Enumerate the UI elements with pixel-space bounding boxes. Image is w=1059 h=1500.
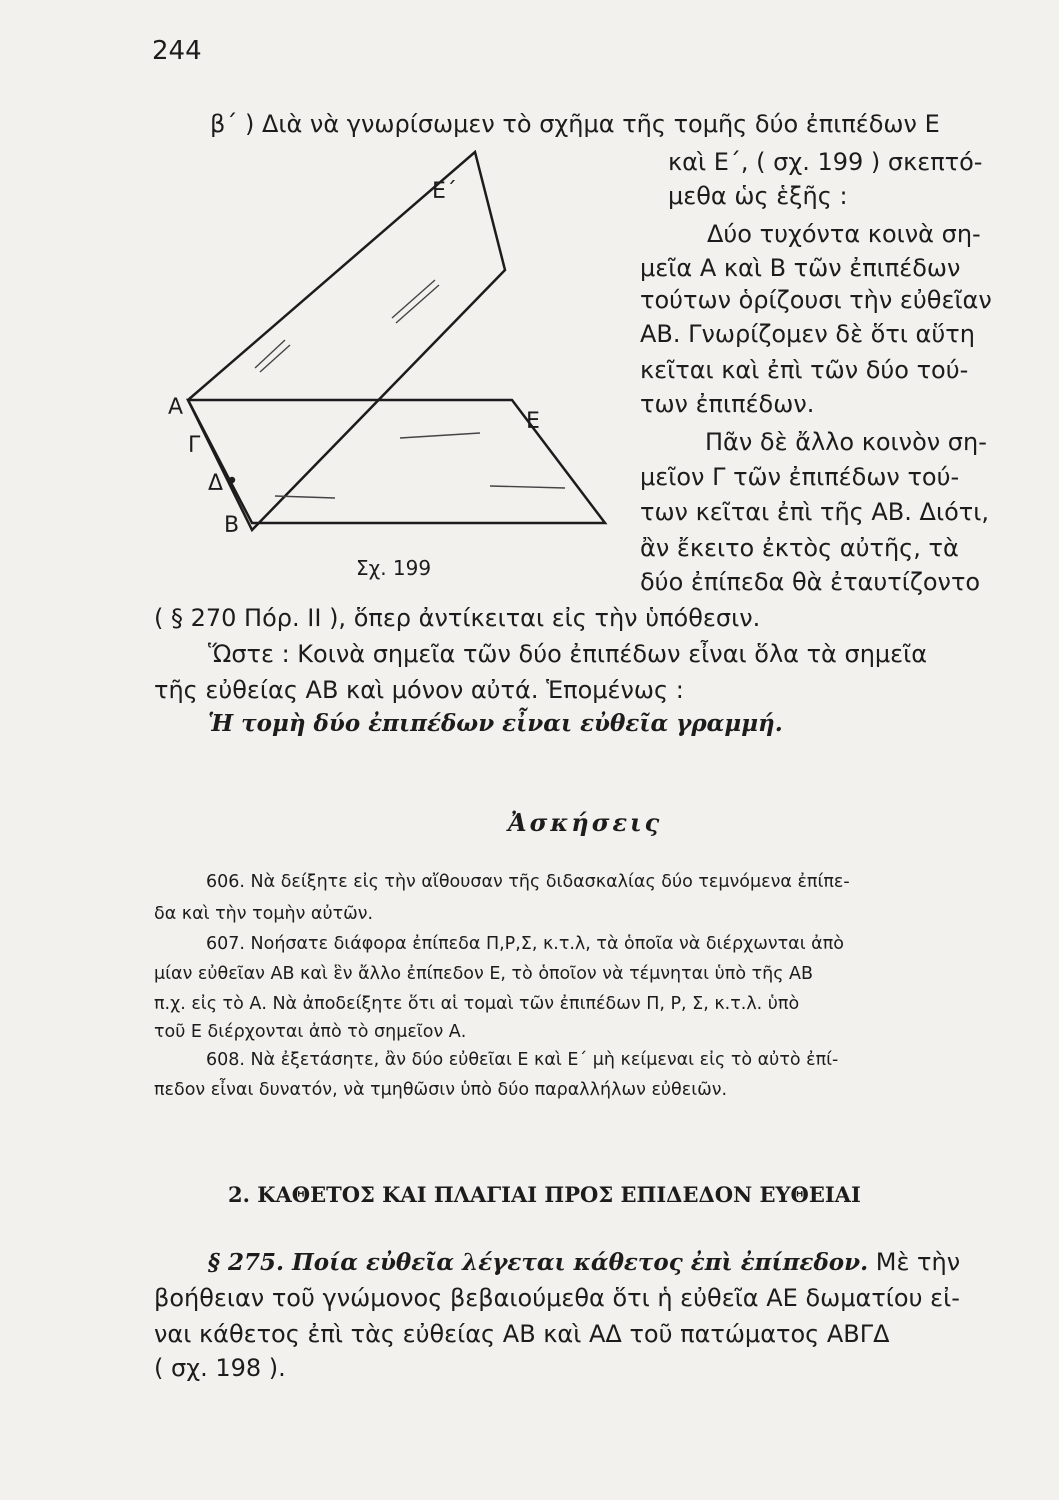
text-line: μεῖον Γ τῶν ἐπιπέδων τού- [640, 463, 960, 491]
text-line: καὶ Ε΄, ( σχ. 199 ) σκεπτό- [668, 148, 983, 176]
label-b: Β [224, 513, 240, 538]
plane-e [188, 400, 605, 523]
text-line: κεῖται καὶ ἐπὶ τῶν δύο τού- [640, 356, 969, 384]
label-g: Γ [188, 433, 201, 458]
text-line: των κεῖται ἐπὶ τῆς ΑΒ. Διότι, [640, 498, 989, 526]
exercise-line: 606. Νὰ δείξητε εἰς τὴν αἴθουσαν τῆς διδασκαλίας δύο τεμνόμενα ἐπίπε- [206, 872, 850, 892]
text-line: Πᾶν δὲ ἄλλο κοινὸν ση- [705, 428, 987, 456]
text-line: ( σχ. 198 ). [154, 1354, 286, 1382]
section-heading: 2. ΚΑΘΕΤΟΣ ΚΑΙ ΠΛΑΓΙΑΙ ΠΡΟΣ ΕΠΙΔΕΔΟΝ ΕΥΘΕΙΑΙ [228, 1182, 861, 1207]
text-line: τῆς εὐθείας ΑΒ καὶ μόνον αὐτά. Ἑπομένως : [154, 676, 684, 704]
exercise-line: π.χ. εἰς τὸ Α. Νὰ ἀποδείξητε ὅτι αἱ τομαὶ τῶν ἐπιπέδων Π, Ρ, Σ, κ.τ.λ. ὑπὸ [154, 994, 800, 1014]
text-line: μεῖα Α καὶ Β τῶν ἐπιπέδων [640, 254, 961, 282]
label-e: Ε [526, 409, 540, 434]
text-line: Δύο τυχόντα κοινὰ ση- [707, 220, 981, 248]
point-d [229, 477, 235, 483]
text-line: βοήθειαν τοῦ γνώμονος βεβαιούμεθα ὅτι ἡ εὐθεῖα ΑΕ δωματίου εἰ- [154, 1284, 960, 1312]
exercise-line: δα καὶ τὴν τομὴν αὐτῶν. [154, 904, 374, 924]
page-number: 244 [152, 36, 202, 66]
exercise-line: πεδον εἶναι δυνατόν, νὰ τμηθῶσιν ὑπὸ δύο παραλλήλων εὐθειῶν. [154, 1080, 728, 1100]
exercises-title: Ἀσκήσεις [508, 808, 663, 837]
plane-e-prime [188, 152, 505, 530]
text-line: τούτων ὁρίζουσι τὴν εὐθεῖαν [640, 286, 992, 314]
label-e-prime: Ε΄ [432, 179, 457, 204]
figure-caption: Σχ. 199 [356, 556, 432, 580]
theorem: Ἡ τομὴ δύο ἐπιπέδων εἶναι εὐθεῖα γραμμή. [208, 710, 783, 737]
exercise-line: μίαν εὐθεῖαν ΑΒ καὶ ἓν ἄλλο ἐπίπεδον Ε, τὸ ὁποῖον νὰ τέμνηται ὑπὸ τῆς ΑΒ [154, 964, 814, 984]
text-line: β΄ ) Διὰ νὰ γνωρίσωμεν τὸ σχῆμα τῆς τομῆς δύο ἐπιπέδων Ε [210, 110, 940, 138]
paragraph-275-first-line [208, 1250, 960, 1274]
paragraph-275-lead: § 275. Ποία εὐθεῖα λέγεται κάθετος ἐπὶ ἐπίπεδον. [208, 1249, 869, 1276]
text-line: Ὥστε : Κοινὰ σημεῖα τῶν δύο ἐπιπέδων εἶναι ὅλα τὰ σημεῖα [208, 640, 928, 668]
text-line: μεθα ὡς ἑξῆς : [668, 182, 848, 210]
text-line: ( § 270 Πόρ. ΙΙ ), ὅπερ ἀντίκειται εἰς τὴν ὑπόθεσιν. [154, 604, 761, 632]
label-d: Δ [208, 471, 224, 496]
text-line: των ἐπιπέδων. [640, 390, 815, 418]
label-a: Α [168, 395, 184, 420]
text-line: δύο ἐπίπεδα θὰ ἐταυτίζοντο [640, 568, 981, 596]
figure-199 [160, 150, 620, 550]
exercise-line: 608. Νὰ ἐξετάσητε, ἂν δύο εὐθεῖαι Ε καὶ Ε΄ μὴ κείμεναι εἰς τὸ αὐτὸ ἐπί- [206, 1050, 839, 1070]
text-line: ΑΒ. Γνωρίζομεν δὲ ὅτι αὕτη [640, 320, 975, 348]
exercise-line: τοῦ Ε διέρχονται ἀπὸ τὸ σημεῖον Α. [154, 1022, 467, 1042]
text-line: ἂν ἔκειτο ἐκτὸς αὐτῆς, τὰ [640, 534, 959, 562]
text-line: ναι κάθετος ἐπὶ τὰς εὐθείας ΑΒ καὶ ΑΔ τοῦ πατώματος ΑΒΓΔ [154, 1320, 890, 1348]
exercise-line: 607. Νοήσατε διάφορα ἐπίπεδα Π,Ρ,Σ, κ.τ.λ, τὰ ὁποῖα νὰ διέρχωνται ἀπὸ [206, 934, 844, 954]
paragraph-275-lead-rest: Μὲ τὴν [868, 1248, 961, 1276]
